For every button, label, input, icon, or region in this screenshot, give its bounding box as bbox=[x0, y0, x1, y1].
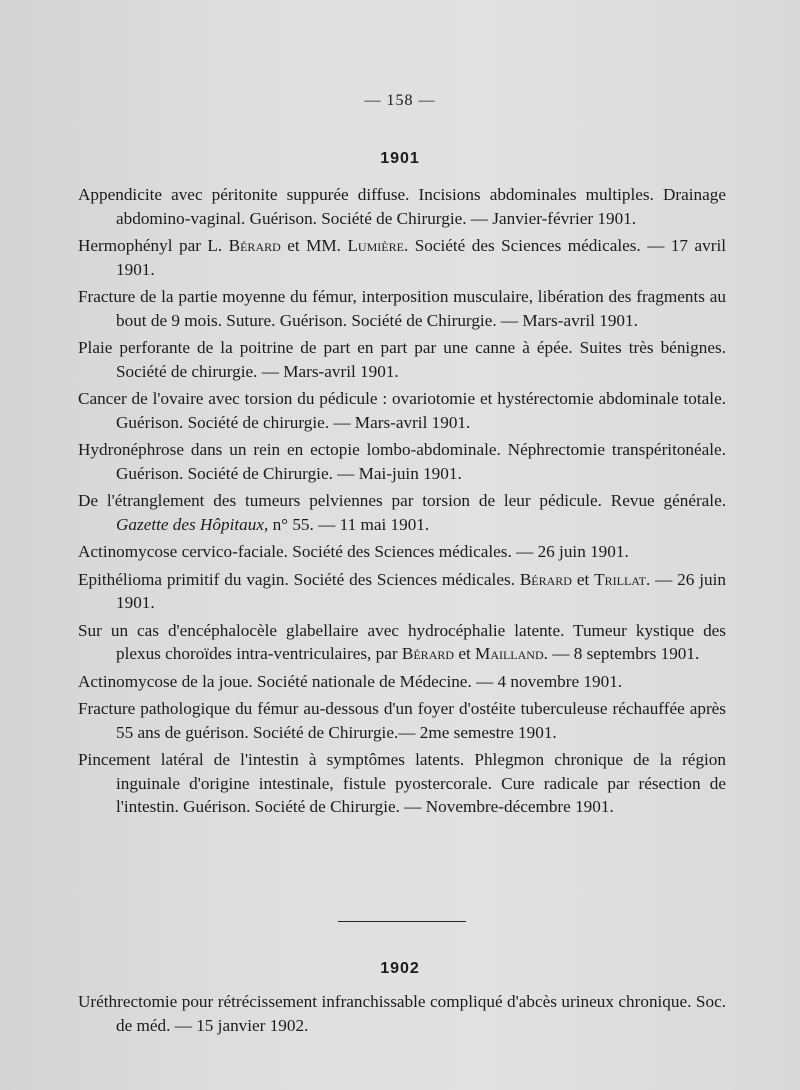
bibliography-entry bbox=[78, 697, 726, 744]
bibliography-entry bbox=[78, 489, 726, 536]
entry-text: . — 26 juin 1901. bbox=[116, 569, 726, 612]
bibliography-entry bbox=[78, 285, 726, 332]
entry-text: Cancer de l'ovaire avec torsion du pédicule : ovariotomie et hystérectomie abdominale totale. Guérison. Société de chirurgie. — Mars-avril 1901. bbox=[78, 389, 726, 432]
bibliography-entry bbox=[78, 234, 726, 281]
entry-text: . — 8 septembrs 1901. bbox=[543, 644, 700, 663]
entries-list-1901 bbox=[78, 183, 726, 823]
entries-list-1902 bbox=[78, 990, 726, 1041]
entry-text: Fracture de la partie moyenne du fémur, interposition musculaire, libération des fragments au bout de 9 mois. Suture. Guérison. Société de Chirurgie. — Mars-avril 1901. bbox=[78, 287, 726, 330]
section-divider bbox=[338, 921, 466, 922]
year-heading-1902: 1902 bbox=[380, 960, 420, 977]
author-name: Bérard bbox=[228, 236, 281, 255]
journal-title: Gazette des Hôpitaux bbox=[116, 514, 264, 534]
entry-text: Actinomycose de la joue. Société nationale de Médecine. — 4 novembre 1901. bbox=[78, 671, 623, 691]
bibliography-entry bbox=[78, 619, 726, 666]
author-name: Bérard bbox=[519, 569, 572, 589]
author-name: Trillat bbox=[594, 569, 646, 589]
entry-text: Hermophényl par L. bbox=[78, 236, 229, 255]
entry-text: Appendicite avec péritonite suppurée diffuse. Incisions abdominales multiples. Drainage abdomino-vaginal. Guérison. Société de Chirurgie. — Janvier-février 1901. bbox=[78, 185, 726, 228]
bibliography-entry bbox=[78, 670, 726, 694]
bibliography-entry bbox=[78, 387, 726, 434]
entry-text: Uréthrectomie pour rétrécissement infranchissable compliqué d'abcès urineux chronique. Soc. de méd. — 15 janvier 1902. bbox=[78, 992, 726, 1035]
entry-text: De l'étranglement des tumeurs pelviennes par torsion de leur pédicule. Revue générale. bbox=[78, 491, 726, 510]
page-number: — 158 — bbox=[364, 92, 436, 109]
entry-text: et bbox=[454, 644, 476, 663]
entry-text: Epithélioma primitif du vagin. Société des Sciences médicales. bbox=[78, 569, 520, 589]
bibliography-entry bbox=[78, 336, 726, 383]
entry-text: Sur un cas d'encéphalocèle glabellaire avec hydrocéphalie latente. Tumeur kystique des plexus choroïdes intra-ventriculaires, par bbox=[78, 620, 726, 663]
entry-text: Actinomycose cervico-faciale. Société des Sciences médicales. — 26 juin 1901. bbox=[78, 542, 629, 561]
entry-text: et MM. bbox=[280, 236, 348, 255]
bibliography-entry bbox=[78, 568, 726, 615]
bibliography-entry bbox=[78, 183, 726, 230]
entry-text: Fracture pathologique du fémur au-dessous d'un foyer d'ostéite tuberculeuse réchauffée après 55 ans de guérison. Société de Chirurgie.— 2me semestre 1901. bbox=[78, 699, 726, 742]
entry-text: Hydronéphrose dans un rein en ectopie lombo-abdominale. Néphrectomie transpéritonéale. Guérison. Société de Chirurgie. — Mai-juin 1901. bbox=[78, 440, 726, 483]
entry-text: , n° 55. — 11 mai 1901. bbox=[263, 514, 430, 534]
year-heading-1901: 1901 bbox=[380, 150, 420, 167]
bibliography-entry bbox=[78, 438, 726, 485]
author-name: Mailland bbox=[475, 644, 544, 663]
bibliography-entry bbox=[78, 540, 726, 564]
entry-text: et bbox=[571, 569, 595, 589]
entry-text: Pincement latéral de l'intestin à symptômes latents. Phlegmon chronique de la région inguinale d'origine intestinale, fistule pyostercorale. Cure radicale par résection de l'intestin. Guérison. Société de Chirurgie. — Novembre-décembre 1901. bbox=[78, 750, 726, 816]
author-name: Lumière bbox=[347, 236, 404, 255]
entry-text: . Société des Sciences médicales. — 17 avril 1901. bbox=[116, 236, 726, 279]
bibliography-entry bbox=[78, 748, 726, 819]
bibliography-entry bbox=[78, 990, 726, 1037]
author-name: Bérard bbox=[401, 644, 455, 663]
entry-text: Plaie perforante de la poitrine de part en part par une canne à épée. Suites très bénignes. Société de chirurgie. — Mars-avril 1901. bbox=[78, 338, 726, 381]
